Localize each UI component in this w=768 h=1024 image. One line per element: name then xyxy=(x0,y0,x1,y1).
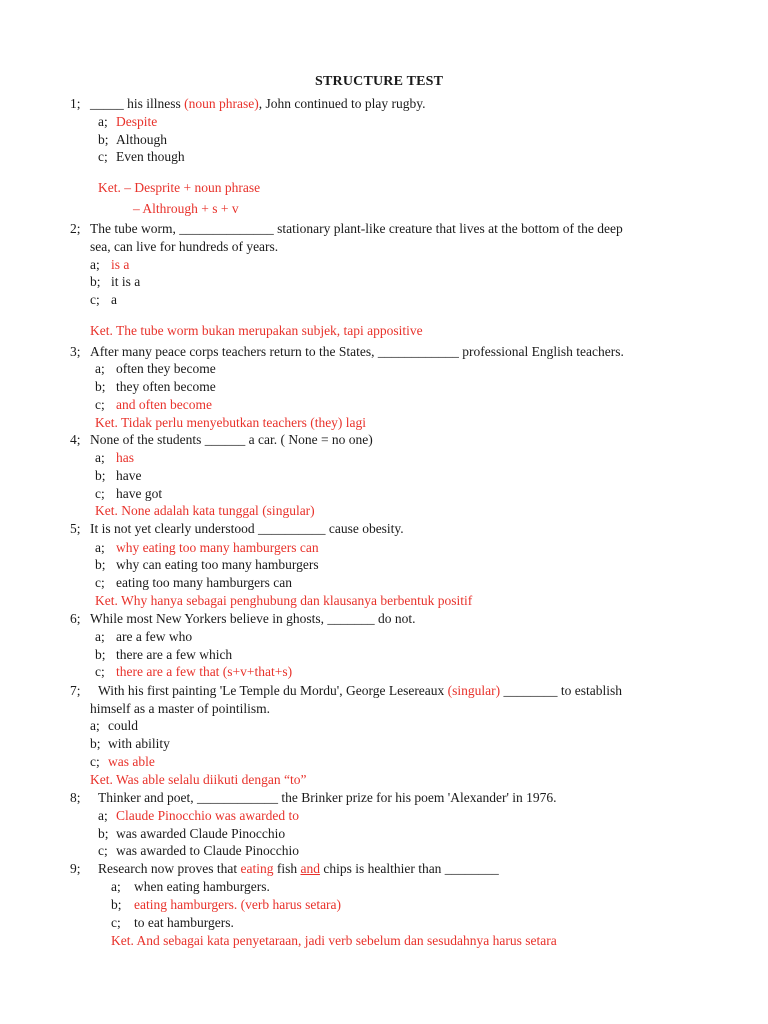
question-2-stem-line-1: The tube worm, ______________ stationary plant-like creature that lives at the bottom of the deep xyxy=(90,221,623,236)
question-4-option-c: have got xyxy=(116,486,163,501)
question-7-option-b: with ability xyxy=(108,736,170,751)
question-7-option-b-letter: b; xyxy=(90,736,101,751)
question-1-option-c: Even though xyxy=(116,149,185,164)
question-5-note: Ket. Why hanya sebagai penghubung dan klausanya berbentuk positif xyxy=(95,593,473,608)
question-4-note: Ket. None adalah kata tunggal (singular) xyxy=(95,503,315,518)
question-2-number: 2; xyxy=(70,221,81,236)
question-6-option-c: there are a few that (s+v+that+s) xyxy=(116,664,293,679)
question-5-number: 5; xyxy=(70,521,81,536)
question-4-option-b: have xyxy=(116,468,142,483)
question-1-number: 1; xyxy=(70,96,81,111)
question-8-option-b-letter: b; xyxy=(98,826,109,841)
question-7-option-a: could xyxy=(108,718,138,733)
question-5-option-c-letter: c; xyxy=(95,575,105,590)
question-6-option-c-letter: c; xyxy=(95,664,105,679)
question-1-option-c-letter: c; xyxy=(98,149,108,164)
question-8-option-a: Claude Pinocchio was awarded to xyxy=(116,808,299,823)
question-4-stem: None of the students ______ a car. ( None = no one) xyxy=(90,432,373,447)
question-3-option-c-letter: c; xyxy=(95,397,105,412)
question-8-option-c: was awarded to Claude Pinocchio xyxy=(116,843,299,858)
question-3-option-b-letter: b; xyxy=(95,379,106,394)
question-1-option-b: Although xyxy=(116,132,168,147)
question-6-option-b: there are a few which xyxy=(116,647,233,662)
question-2-option-a-letter: a; xyxy=(90,257,100,272)
question-4-option-a: has xyxy=(116,450,134,465)
question-5-stem: It is not yet clearly understood __________ cause obesity. xyxy=(90,521,404,536)
question-3-option-c: and often become xyxy=(116,397,212,412)
question-1-note-1: Ket. – Desprite + noun phrase xyxy=(98,180,261,195)
question-9-option-c: to eat hamburgers. xyxy=(134,915,234,930)
question-6-option-b-letter: b; xyxy=(95,647,106,662)
question-5-option-c: eating too many hamburgers can xyxy=(116,575,292,590)
question-7-stem-pre: With his first painting 'Le Temple du Mordu', George Lesereaux xyxy=(98,683,448,698)
question-7-stem-post: ________ to establish xyxy=(500,683,623,698)
question-7-stem-line-1 xyxy=(98,683,622,699)
question-7-number: 7; xyxy=(70,683,81,698)
question-6-option-a-letter: a; xyxy=(95,629,105,644)
question-9-option-c-letter: c; xyxy=(111,915,121,930)
question-3-note: Ket. Tidak perlu menyebutkan teachers (they) lagi xyxy=(95,415,367,430)
question-4-number: 4; xyxy=(70,432,81,447)
question-3-option-a: often they become xyxy=(116,361,216,376)
question-9-stem-pre: Research now proves that xyxy=(98,861,241,876)
question-1-stem-post: , John continued to play rugby. xyxy=(258,96,426,111)
question-9-note: Ket. And sebagai kata penyetaraan, jadi verb sebelum dan sesudahnya harus setara xyxy=(111,933,557,948)
question-3-number: 3; xyxy=(70,344,81,359)
question-9-stem xyxy=(98,861,499,877)
question-2-option-c-letter: c; xyxy=(90,292,100,307)
question-1-option-a: Despite xyxy=(116,114,158,129)
question-9-number: 9; xyxy=(70,861,81,876)
question-6-stem: While most New Yorkers believe in ghosts, _______ do not. xyxy=(90,611,416,626)
question-2-note: Ket. The tube worm bukan merupakan subjek, tapi appositive xyxy=(90,323,423,338)
question-1-option-a-letter: a; xyxy=(98,114,108,129)
question-9-stem-post: chips is healthier than ________ xyxy=(319,861,499,876)
question-6-option-a: are a few who xyxy=(116,629,193,644)
question-8-option-a-letter: a; xyxy=(98,808,108,823)
question-5-option-b: why can eating too many hamburgers xyxy=(116,557,319,572)
question-3-option-a-letter: a; xyxy=(95,361,105,376)
question-8-option-c-letter: c; xyxy=(98,843,108,858)
question-2-option-b-letter: b; xyxy=(90,274,101,289)
question-5-option-b-letter: b; xyxy=(95,557,106,572)
page-title: STRUCTURE TEST xyxy=(315,74,444,89)
question-1-hint: (noun phrase) xyxy=(184,96,259,111)
question-3-stem: After many peace corps teachers return to the States, ____________ professional English teachers. xyxy=(90,344,624,359)
question-6-number: 6; xyxy=(70,611,81,626)
question-7-option-a-letter: a; xyxy=(90,718,100,733)
question-9-highlight-eating: eating xyxy=(240,861,274,876)
question-8-number: 8; xyxy=(70,790,81,805)
question-5-option-a-letter: a; xyxy=(95,540,105,555)
question-2-option-b: it is a xyxy=(111,274,141,289)
question-1-stem xyxy=(90,96,425,112)
question-7-option-c: was able xyxy=(108,754,155,769)
question-8-stem: Thinker and poet, ____________ the Brinker prize for his poem 'Alexander' in 1976. xyxy=(98,790,557,805)
question-7-hint: (singular) xyxy=(447,683,501,698)
question-3-option-b: they often become xyxy=(116,379,216,394)
question-2-option-a: is a xyxy=(111,257,130,272)
question-7-stem-line-2: himself as a master of pointilism. xyxy=(90,701,270,716)
question-1-note-2: – Althrough + s + v xyxy=(133,201,239,216)
question-9-option-b: eating hamburgers. (verb harus setara) xyxy=(134,897,342,912)
question-9-highlight-and: and xyxy=(300,861,320,876)
question-4-option-b-letter: b; xyxy=(95,468,106,483)
question-4-option-c-letter: c; xyxy=(95,486,105,501)
question-9-option-b-letter: b; xyxy=(111,897,122,912)
question-1-option-b-letter: b; xyxy=(98,132,109,147)
question-9-stem-mid: fish xyxy=(273,861,301,876)
question-1-stem-pre: his illness xyxy=(123,96,185,111)
question-5-option-a: why eating too many hamburgers can xyxy=(116,540,319,555)
question-9-option-a-letter: a; xyxy=(111,879,121,894)
question-2-stem-line-2: sea, can live for hundreds of years. xyxy=(90,239,279,254)
question-9-option-a: when eating hamburgers. xyxy=(134,879,270,894)
question-8-option-b: was awarded Claude Pinocchio xyxy=(116,826,286,841)
question-4-option-a-letter: a; xyxy=(95,450,105,465)
question-2-option-c: a xyxy=(111,292,117,307)
question-7-option-c-letter: c; xyxy=(90,754,100,769)
question-7-note: Ket. Was able selalu diikuti dengan “to” xyxy=(90,772,307,787)
question-1-blank: _____ xyxy=(90,96,124,111)
